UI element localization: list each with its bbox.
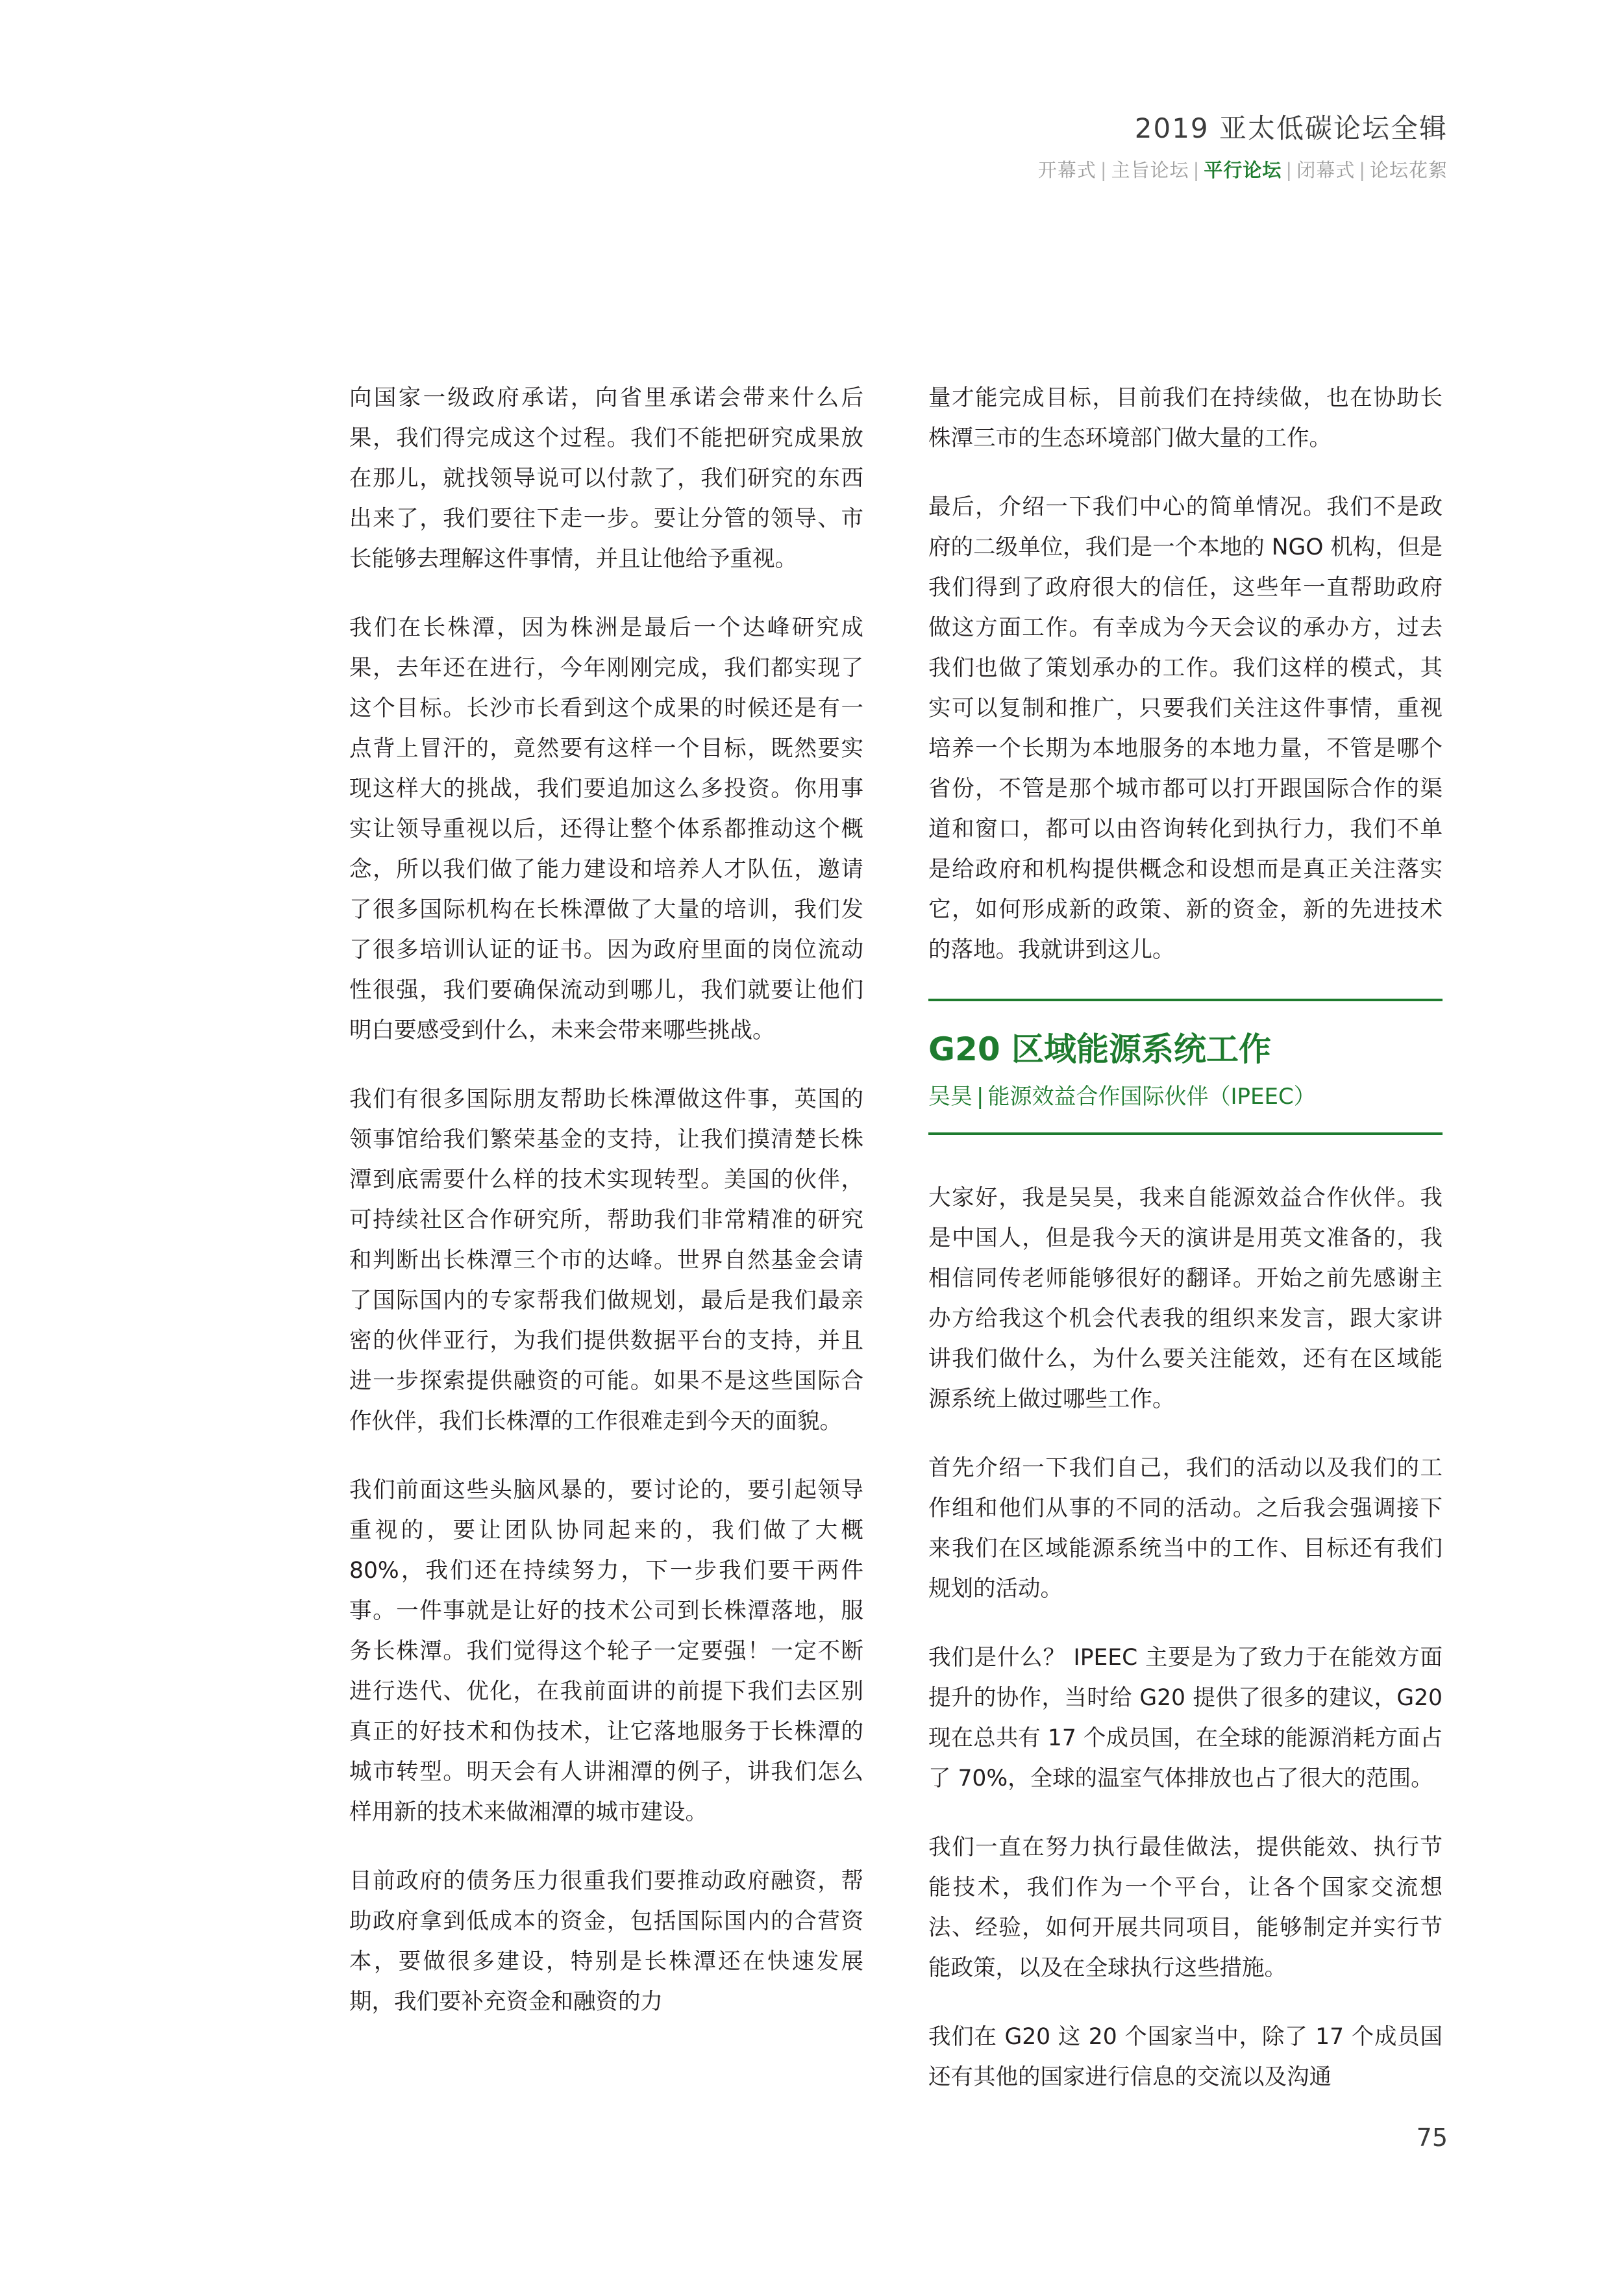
- paragraph: 我们有很多国际朋友帮助长株潭做这件事，英国的领事馆给我们繁荣基金的支持，让我们摸清楚长株潭到底需要什么样的技术实现转型。美国的伙伴，可持续社区合作研究所，帮助我们非常精准的研究和判断出长株潭三个市的达峰。世界自然基金会请了国际国内的专家帮我们做规划，最后是我们最亲密的伙伴亚行，为我们提供数据平台的支持，并且进一步探索提供融资的可能。如果不是这些国际合作伙伴，我们长株潭的工作很难走到今天的面貌。: [349, 1086, 863, 1434]
- section-rule-top: [928, 999, 1443, 1001]
- nav-separator: |: [1193, 159, 1200, 181]
- section-title: G20 区域能源系统工作: [928, 1030, 1272, 1068]
- nav-keynote: 主旨论坛: [1111, 159, 1189, 181]
- paragraph: 我们前面这些头脑风暴的，要讨论的，要引起领导重视的，要让团队协同起来的，我们做了大概 80%，我们还在持续努力，下一步我们要干两件事。一件事就是让好的技术公司到长株潭落地，服务长株潭。我们觉得这个轮子一定要强！一定不断进行迭代、优化，在我前面讲的前提下我们去区别真正的好技术和伪技术，让它落地服务于长株潭的城市转型。明天会有人讲湘潭的例子，讲我们怎么样用新的技术来做湘潭的城市建设。: [349, 1477, 863, 1825]
- paragraph: 我们在长株潭，因为株洲是最后一个达峰研究成果，去年还在进行，今年刚刚完成，我们都实现了这个目标。长沙市长看到这个成果的时候还是有一点背上冒汗的，竟然要有这样一个目标，既然要实现这样大的挑战，我们要追加这么多投资。你用事实让领导重视以后，还得让整个体系都推动这个概念，所以我们做了能力建设和培养人才队伍，邀请了很多国际机构在长株潭做了大量的培训，我们发了很多培训认证的证书。因为政府里面的岗位流动性很强，我们要确保流动到哪儿，我们就要让他们明白要感受到什么，未来会带来哪些挑战。: [349, 615, 863, 1043]
- nav-highlights: 论坛花絮: [1369, 159, 1448, 181]
- paragraph: 量才能完成目标，目前我们在持续做，也在协助长株潭三市的生态环境部门做大量的工作。: [928, 385, 1443, 451]
- paragraph: 目前政府的债务压力很重我们要推动政府融资，帮助政府拿到低成本的资金，包括国际国内的合营资本，要做很多建设，特别是长株潭还在快速发展期，我们要补充资金和融资的力: [349, 1868, 863, 2015]
- paragraph: 大家好，我是吴昊，我来自能源效益合作伙伴。我是中国人，但是我今天的演讲是用英文准备的，我相信同传老师能够很好的翻译。开始之前先感谢主办方给我这个机会代表我的组织来发言，跟大家讲讲我们做什么，为什么要关注能效，还有在区域能源系统上做过哪些工作。: [928, 1185, 1443, 1412]
- left-column: [349, 378, 863, 2051]
- document-title: 2019 亚太低碳论坛全辑: [1134, 112, 1448, 144]
- section-heading-block: [928, 999, 1443, 1135]
- section-navigation: [1038, 156, 1448, 182]
- nav-separator: |: [1100, 159, 1108, 181]
- paragraph: 首先介绍一下我们自己，我们的活动以及我们的工作组和他们从事的不同的活动。之后我会强调接下来我们在区域能源系统当中的工作、目标还有我们规划的活动。: [928, 1455, 1443, 1602]
- speaker-name: 吴昊: [928, 1084, 973, 1110]
- nav-closing: 闭幕式: [1296, 159, 1356, 181]
- nav-parallel-forum: 平行论坛: [1204, 159, 1282, 181]
- paragraph: 我们是什么？ IPEEC 主要是为了致力于在能效方面提升的协作，当时给 G20 提供了很多的建议，G20 现在总共有 17 个成员国，在全球的能源消耗方面占了 70%，全球的温室气体排放也占了很大的范围。: [928, 1645, 1443, 1791]
- paragraph: 最后，介绍一下我们中心的简单情况。我们不是政府的二级单位，我们是一个本地的 NGO 机构，但是我们得到了政府很大的信任，这些年一直帮助政府做这方面工作。有幸成为今天会议的承办方，过去我们也做了策划承办的工作。我们这样的模式，其实可以复制和推广，只要我们关注这件事情，重视培养一个长期为本地服务的本地力量，不管是哪个省份，不管是那个城市都可以打开跟国际合作的渠道和窗口，都可以由咨询转化到执行力，我们不单是给政府和机构提供概念和设想而是真正关注落实它，如何形成新的政策、新的资金，新的先进技术的落地。我就讲到这儿。: [928, 494, 1443, 963]
- nav-separator: |: [1285, 159, 1293, 181]
- right-column: [928, 378, 1443, 2126]
- paragraph: 我们一直在努力执行最佳做法，提供能效、执行节能技术，我们作为一个平台，让各个国家交流想法、经验，如何开展共同项目，能够制定并实行节能政策，以及在全球执行这些措施。: [928, 1834, 1443, 1981]
- paragraph: 我们在 G20 这 20 个国家当中，除了 17 个成员国还有其他的国家进行信息的交流以及沟通: [928, 2024, 1443, 2090]
- page-header: [1038, 110, 1448, 182]
- nav-separator: |: [1359, 159, 1366, 181]
- page-number: 75: [1416, 2123, 1448, 2152]
- speaker-organization: 能源效益合作国际伙伴（IPEEC）: [987, 1084, 1316, 1110]
- speaker-line: [928, 1080, 1443, 1113]
- paragraph: 向国家一级政府承诺，向省里承诺会带来什么后果，我们得完成这个过程。我们不能把研究成果放在那儿，就找领导说可以付款了，我们研究的东西出来了，我们要往下走一步。要让分管的领导、市长能够去理解这件事情，并且让他给予重视。: [349, 385, 863, 572]
- section-rule-bottom: [928, 1132, 1443, 1135]
- speaker-divider: |: [976, 1084, 984, 1110]
- nav-opening: 开幕式: [1037, 159, 1096, 181]
